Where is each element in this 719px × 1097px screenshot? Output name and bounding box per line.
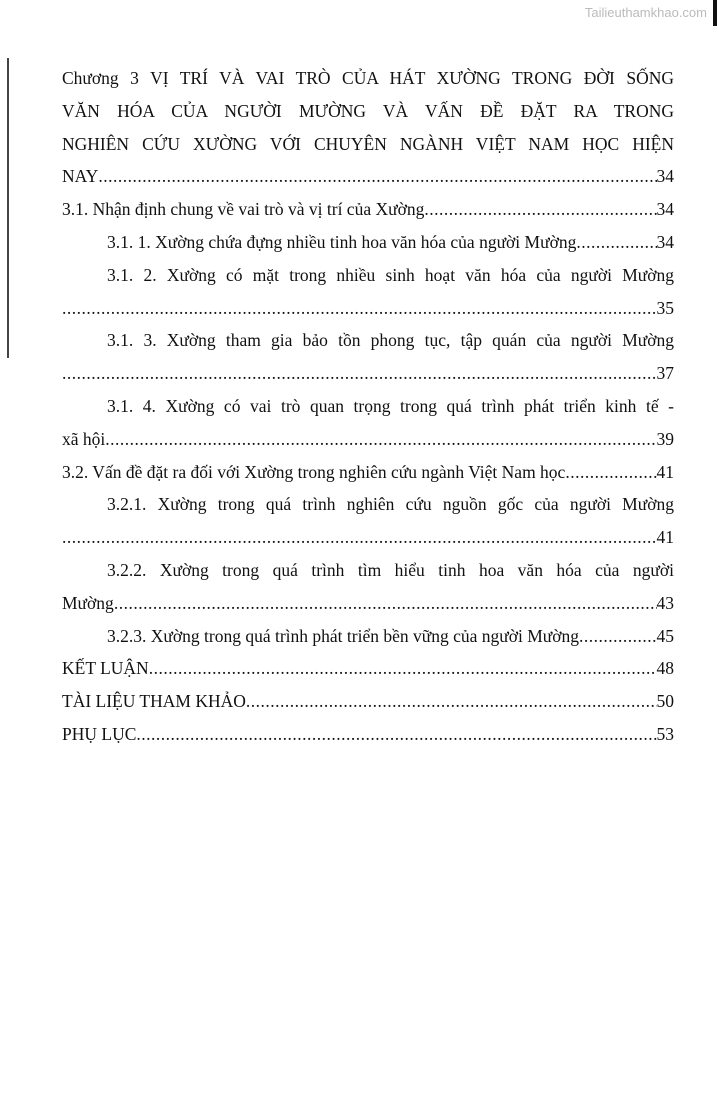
- page-number: 37: [656, 363, 674, 384]
- dot-leader: [62, 292, 657, 325]
- toc-entry[interactable]: [62, 488, 674, 554]
- toc-entry-title: 3.1. 1. Xường chứa đựng nhiều tinh hoa văn hóa của người Mường: [107, 231, 577, 252]
- dot-leader: [424, 193, 656, 226]
- dot-leader: [114, 587, 657, 620]
- toc-entry[interactable]: [62, 62, 674, 193]
- dot-leader: [136, 718, 656, 751]
- dot-leader: [105, 423, 656, 456]
- toc-entry[interactable]: [62, 324, 674, 390]
- page-number: 41: [656, 527, 674, 548]
- toc-entry-text-line: 3.1. 2. Xường có mặt trong nhiều sinh hoạt văn hóa của người Mường: [107, 264, 674, 285]
- page-number: 50: [656, 691, 674, 712]
- page-number: 53: [656, 723, 674, 744]
- dot-leader: [576, 226, 656, 259]
- toc-entry[interactable]: [62, 620, 674, 653]
- dot-leader: [246, 685, 657, 718]
- page-number: 34: [656, 231, 674, 252]
- toc-entry-title: 3.2. Vấn đề đặt ra đối với Xường trong nghiên cứu ngành Việt Nam học: [62, 461, 566, 482]
- scan-margin-line: [7, 58, 9, 358]
- toc-entry-title: 3.2.3. Xường trong quá trình phát triển bền vững của người Mường: [107, 625, 580, 646]
- dot-leader: [98, 160, 656, 193]
- dot-leader: [149, 652, 657, 685]
- watermark: Tailieuthamkhao.com: [584, 5, 707, 20]
- toc-entry-text-line: 3.1. 3. Xường tham gia bảo tồn phong tục, tập quán của người Mường: [107, 330, 674, 351]
- page-number: 34: [656, 199, 674, 220]
- page-number: 35: [656, 297, 674, 318]
- toc-entry[interactable]: [62, 193, 674, 226]
- toc-entry-title: xã hội: [62, 428, 106, 449]
- toc-entry-title: NAY: [62, 166, 99, 187]
- toc-entry[interactable]: [62, 390, 674, 456]
- page-number: 45: [656, 625, 674, 646]
- page-number: 48: [656, 658, 674, 679]
- toc-entry-text-line: 3.2.1. Xường trong quá trình nghiên cứu nguồn gốc của người Mường: [107, 494, 674, 515]
- page-number: 41: [656, 461, 674, 482]
- toc-entry-text-line: 3.1. 4. Xường có vai trò quan trọng trong quá trình phát triển kinh tế -: [107, 395, 674, 416]
- page-number: 34: [656, 166, 674, 187]
- toc-entry-text-line: NGHIÊN CỨU XƯỜNG VỚI CHUYÊN NGÀNH VIỆT NAM HỌC HIỆN: [62, 133, 674, 154]
- toc-entry[interactable]: [62, 652, 674, 685]
- toc-entry[interactable]: [62, 226, 674, 259]
- dot-leader: [62, 521, 657, 554]
- scan-edge-mark: [713, 0, 717, 26]
- toc-entry[interactable]: [62, 554, 674, 620]
- table-of-contents: [62, 62, 674, 751]
- toc-entry-title: 3.1. Nhận định chung về vai trò và vị trí của Xường: [62, 199, 425, 220]
- page-number: 39: [656, 428, 674, 449]
- toc-entry[interactable]: [62, 718, 674, 751]
- page-number: 43: [656, 592, 674, 613]
- toc-entry-title: TÀI LIỆU THAM KHẢO: [62, 691, 246, 712]
- toc-entry[interactable]: [62, 685, 674, 718]
- dot-leader: [579, 620, 656, 653]
- dot-leader: [62, 357, 657, 390]
- toc-entry-text-line: Chương 3 VỊ TRÍ VÀ VAI TRÒ CỦA HÁT XƯỜNG TRONG ĐỜI SỐNG: [62, 68, 674, 88]
- toc-entry-title: KẾT LUẬN: [62, 658, 149, 679]
- toc-entry-title: Mường: [62, 592, 114, 613]
- dot-leader: [565, 456, 656, 489]
- toc-entry-text-line: 3.2.2. Xường trong quá trình tìm hiểu tinh hoa văn hóa của người: [107, 559, 674, 580]
- toc-entry-title: PHỤ LỤC: [62, 723, 137, 744]
- toc-entry-text-line: VĂN HÓA CỦA NGƯỜI MƯỜNG VÀ VẤN ĐỀ ĐẶT RA TRONG: [62, 100, 674, 121]
- toc-entry[interactable]: [62, 456, 674, 489]
- toc-entry[interactable]: [62, 259, 674, 325]
